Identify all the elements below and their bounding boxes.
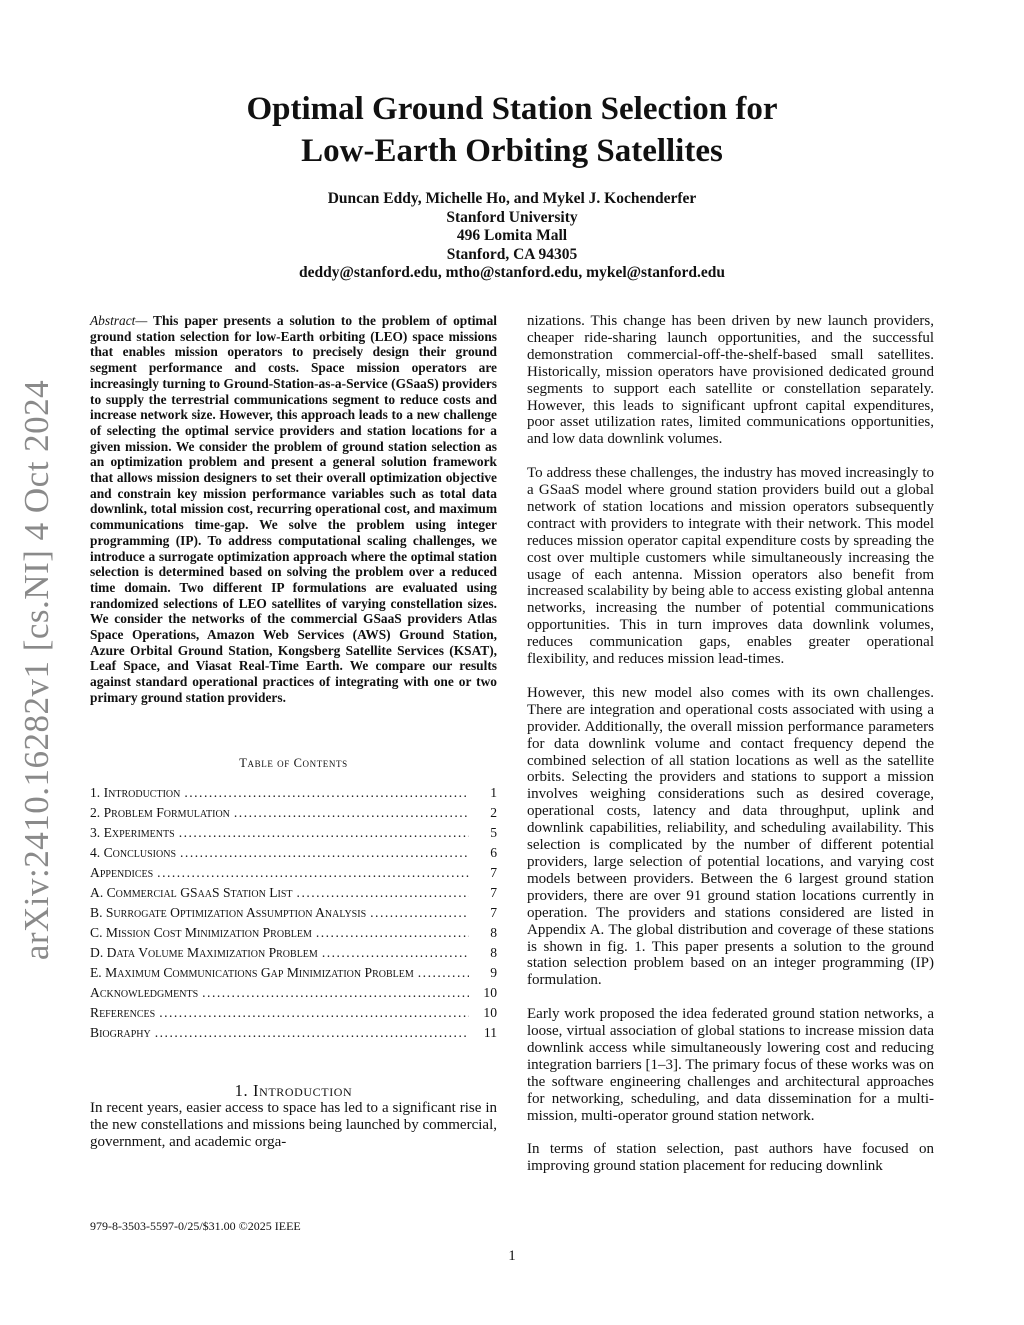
toc-entry-page: 2	[490, 805, 497, 821]
toc-entry[interactable]	[90, 823, 497, 843]
toc-entry[interactable]	[90, 1023, 497, 1043]
toc-entry[interactable]	[90, 983, 497, 1003]
toc-entry[interactable]	[90, 963, 497, 983]
toc-entry[interactable]	[90, 783, 497, 803]
toc-entry[interactable]	[90, 923, 497, 943]
toc-entry-page: 7	[490, 885, 497, 901]
copyright-notice: 979-8-3503-5597-0/25/$31.00 ©2025 IEEE	[90, 1219, 301, 1233]
author-names: Duncan Eddy, Michelle Ho, and Mykel J. Kochenderfer	[327, 190, 697, 207]
toc-entry-label: 4. Conclusions	[90, 845, 177, 861]
author-address-city: Stanford, CA 94305	[446, 245, 578, 263]
right-column	[527, 313, 934, 1192]
toc-leader	[157, 863, 469, 883]
toc-entry-label: 1. Introduction	[90, 785, 181, 801]
toc-heading-text: Table of Contents	[239, 755, 348, 770]
body-paragraph: Early work proposed the idea federated ground station networks, a loose, virtual association of global stations to increase mission data downlink access while simultaneously lowering cost and reducing integration barriers [1–3]. The primary focus of these works was on the software engineering challenges and architectural approaches for networking, scheduling, and data dissemination for a multi-mission, multi-operator ground station network.	[527, 1006, 934, 1124]
body-paragraph: nizations. This change has been driven by new launch providers, cheaper ride-sharing launch opportunities, and the successful demonstration commercial-off-the-shelf-based small satellites. Historically, mission operators have provisioned dedicated ground segments to support each satellite or constellation separately. However, this leads to significant upfront capital expenditures, poor asset utilization rates, limited communications opportunities, and low data downlink volumes.	[527, 313, 934, 448]
body-paragraph: However, this new model also comes with its own challenges. There are integration and operational costs associated with using a provider. Additionally, the overall mission performance parameters for data downlink volume and contact frequency depend the combined selection of all station locations as well as the satellite orbits. Selecting the providers and stations to support a mission involves weighing considerations such as desired coverage, operational costs, latency and data throughput, uplink and downlink capabilities, reliability, and scheduling availability. This selection is complicated by the number of different potential providers, large selection of potential locations, and varying cost models between providers. Between the 6 largest ground station providers, there are over 91 ground station locations currently in operation. The providers and stations considered are listed in Appendix A. The global distribution and coverage of these stations is shown in fig. 1. This paper presents a solution to the ground station selection problem based on an integer programming (IP) formulation.	[527, 684, 934, 989]
toc-leader	[297, 883, 469, 903]
toc-entry-label: Appendices	[90, 865, 154, 881]
toc-entry-page: 9	[490, 965, 497, 981]
abstract-lead: Abstract—	[90, 313, 148, 328]
toc-entry[interactable]	[90, 803, 497, 823]
toc-entry-label: A. Commercial GSaaS Station List	[90, 885, 293, 901]
author-affiliation: Stanford University	[446, 208, 578, 226]
abstract-text: This paper presents a solution to the problem of optimal ground station selection for low-Earth orbiting (LEO) space missions that enables mission operators to precisely design their ground segment performance and costs. Space mission operators are increasingly turning to Ground-Station-as-a-Service (GSaaS) providers to supply the terrestrial communications segment to reduce costs and increase network size. However, this approach leads to a new challenge of selecting the optimal service providers and station locations for a given mission. We consider the problem of ground station selection as an optimization problem and present a general solution framework that allows mission designers to set their overall optimization objective and constrain key mission performance variables such as total data downlink, total mission cost, recurring operational cost, and maximum communications time-gap. We solve the problem using integer programming (IP). To address computational scaling challenges, we introduce a surrogate optimization approach where the optimal station selection is determined based on solving the problem over a reduced time domain. Two different IP formulations are evaluated using randomized selections of LEO satellites of varying constellation sizes. We consider the networks of the commercial GSaaS providers Atlas Space Operations, Amazon Web Services (AWS) Ground Station, Azure Orbital Ground Station, Kongsberg Satellite Services (KSAT), Leaf Space, and Viasat Real-Time Earth. We compare our results against standard operational practices of integrating with one or two primary ground station providers.	[90, 313, 498, 705]
toc-entry-page: 8	[490, 945, 497, 961]
toc-leader	[370, 903, 469, 923]
toc-leader	[184, 783, 469, 803]
introduction-heading-text: 1. Introduction	[234, 1081, 353, 1101]
toc-entry-page: 1	[490, 785, 497, 801]
left-column	[90, 313, 497, 1151]
toc-leader	[418, 963, 469, 983]
introduction-heading	[90, 1083, 497, 1100]
toc-entry-page: 8	[490, 925, 497, 941]
toc-entry[interactable]	[90, 1003, 497, 1023]
toc-leader	[180, 843, 469, 863]
toc-entry-label: 3. Experiments	[90, 825, 175, 841]
toc-entry-label: C. Mission Cost Minimization Problem	[90, 925, 312, 941]
paper-title	[0, 88, 1024, 172]
toc-entry[interactable]	[90, 903, 497, 923]
toc-entry-page: 7	[490, 905, 497, 921]
author-address-street: 496 Lomita Mall	[456, 227, 568, 244]
toc-leader	[155, 1023, 469, 1043]
toc-entry-page: 6	[490, 845, 497, 861]
title-line-1: Optimal Ground Station Selection for	[246, 91, 778, 127]
toc-entry[interactable]	[90, 943, 497, 963]
toc-entry-page: 10	[483, 1005, 497, 1021]
toc-leader	[316, 923, 469, 943]
toc-entry-label: B. Surrogate Optimization Assumption Analysis	[90, 905, 367, 921]
toc-leader	[234, 803, 469, 823]
toc-leader	[159, 1003, 469, 1023]
toc-entry-label: D. Data Volume Maximization Problem	[90, 945, 318, 961]
introduction-paragraph: In recent years, easier access to space has led to a significant rise in the new constellations and missions being launched by commercial, government, and academic orga-	[90, 1100, 497, 1151]
toc-leader	[202, 983, 469, 1003]
page-number: 1	[508, 1248, 516, 1264]
toc-entry-label: References	[90, 1005, 156, 1021]
body-paragraph: In terms of station selection, past authors have focused on improving ground station placement for reducing downlink	[527, 1141, 934, 1175]
toc-entry-label: 2. Problem Formulation	[90, 805, 230, 821]
toc-heading	[90, 754, 497, 772]
toc-entry[interactable]	[90, 883, 497, 903]
toc-entry-page: 11	[483, 1025, 497, 1041]
toc-entry-label: E. Maximum Communications Gap Minimization Problem	[90, 965, 414, 981]
table-of-contents	[90, 783, 497, 1043]
abstract	[90, 313, 497, 706]
toc-entry[interactable]	[90, 863, 497, 883]
toc-entry-page: 7	[490, 865, 497, 881]
toc-entry-label: Acknowledgments	[90, 985, 199, 1001]
toc-entry-page: 10	[483, 985, 497, 1001]
toc-leader	[179, 823, 469, 843]
toc-leader	[322, 943, 469, 963]
author-emails[interactable]: deddy@stanford.edu, mtho@stanford.edu, mykel@stanford.edu	[298, 264, 726, 281]
body-paragraph: To address these challenges, the industry has moved increasingly to a GSaaS model where ground station providers build out a global network of station locations and mission operators subsequently contract with providers to integrate with their network. This model reduces mission operator capital expenditure costs by spreading the cost over multiple customers while simultaneously increasing the usage of each antenna. Mission operators also benefit from increased scalability by being able to access existing global antenna networks, increasing the number of potential communications opportunities. This in turn improves data downlink volumes, reduces communication gaps, enables greater operational flexibility, and reduces mission lead-times.	[527, 465, 934, 668]
title-line-2: Low-Earth Orbiting Satellites	[301, 133, 723, 169]
arxiv-side-stamp	[14, 370, 60, 970]
author-block	[0, 190, 1024, 283]
toc-entry-page: 5	[490, 825, 497, 841]
arxiv-identifier[interactable]: arXiv:2410.16282v1 [cs.NI] 4 Oct 2024	[17, 379, 57, 961]
toc-entry[interactable]	[90, 843, 497, 863]
toc-entry-label: Biography	[90, 1025, 151, 1041]
